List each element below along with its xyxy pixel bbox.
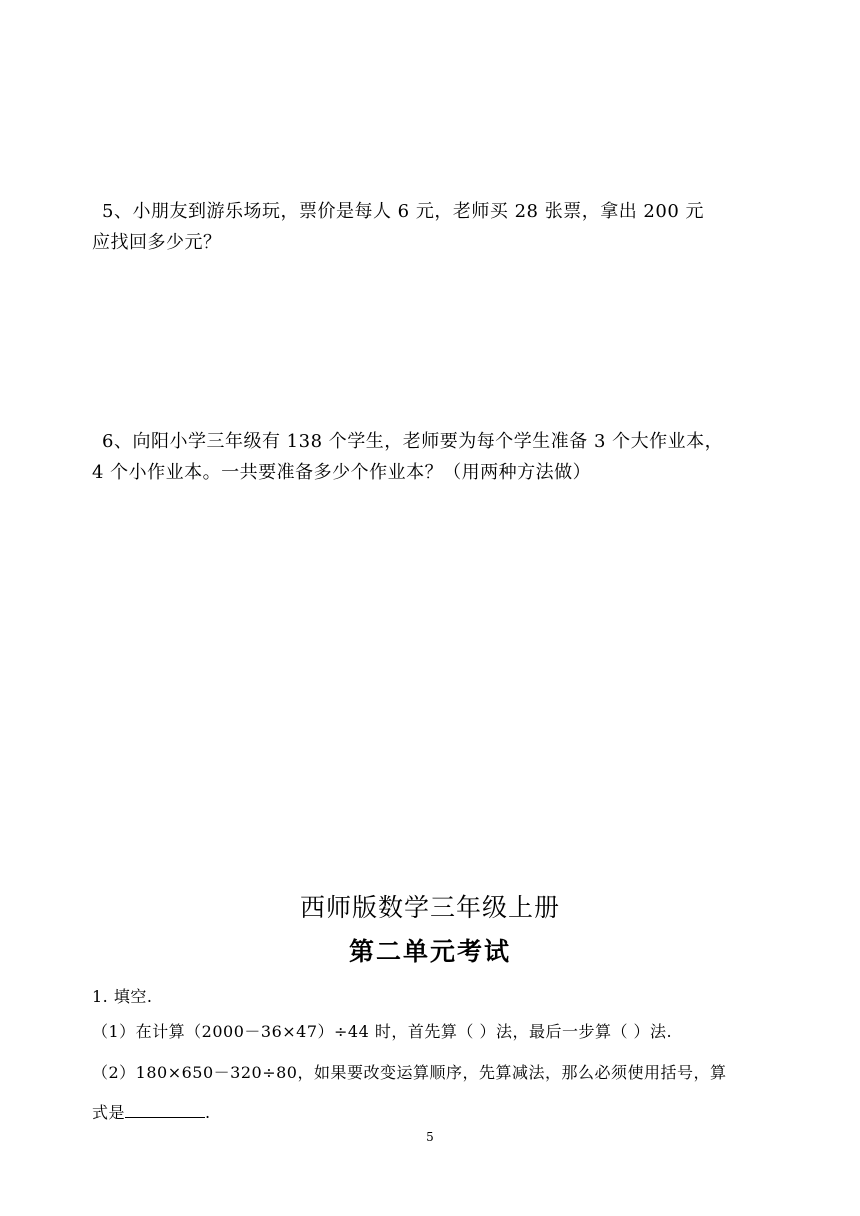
page-number: 5 [426,1130,434,1144]
question-5-line-1: 5、小朋友到游乐场玩，票价是每人 6 元，老师买 28 张票，拿出 200 元 [102,201,704,222]
exam-subtitle: 第二单元考试 [348,937,511,966]
question-5 [92,196,752,258]
item-2-suffix: . [205,1103,211,1122]
question-5-line-2: 应找回多少元？ [92,232,222,253]
fill-blank-item-2-line-1: （2）180×650－320÷80，如果要改变运算顺序，先算减法，那么必须使用括号，算 [92,1063,727,1082]
question-6 [92,426,752,488]
exam-title: 西师版数学三年级上册 [299,893,560,922]
fill-blank-item-2-line-2 [92,1100,762,1123]
section-1-heading: 1. 填空. [92,987,153,1006]
answer-blank [125,1103,205,1118]
item-2-prefix: 式是 [92,1103,126,1122]
fill-blank-item-1: （1）在计算（2000－36×47）÷44 时，首先算（ ）法，最后一步算（ ）法. [92,1022,673,1041]
question-6-line-2: 4 个小作业本。一共要准备多少个作业本？（用两种方法做） [92,462,592,483]
question-6-line-1: 6、向阳小学三年级有 138 个学生，老师要为每个学生准备 3 个大作业本， [102,431,724,452]
